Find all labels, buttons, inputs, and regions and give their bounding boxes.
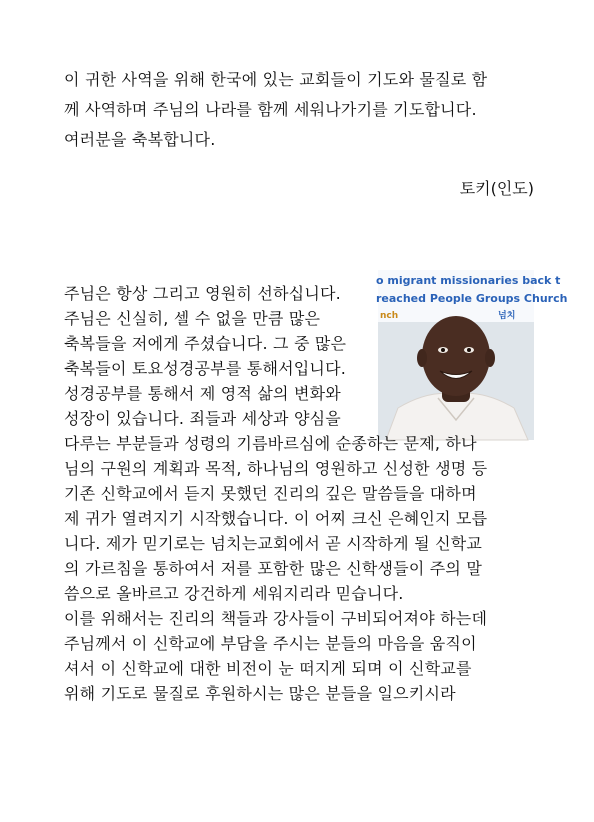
body-line-1: 주님은 항상 그리고 영원히 선하십니다. <box>64 284 341 303</box>
banner-korean: 넘치 <box>498 311 516 321</box>
banner-line-1: o migrant missionaries back t <box>376 274 561 287</box>
banner-word: nch <box>380 311 399 321</box>
body-line-2: 주님은 신실히, 셀 수 없을 만큼 많은 <box>64 309 321 328</box>
photo-illustration <box>376 270 568 440</box>
intro-line-2: 께 사역하며 주님의 나라를 함께 세워나가기를 기도합니다. <box>64 100 477 119</box>
banner-line-2: reached People Groups Church <box>376 292 568 305</box>
testimony-photo <box>376 270 568 440</box>
intro-line-3: 여러분을 축복합니다. <box>64 130 216 149</box>
body-line-16: 셔서 이 신학교에 대한 비전이 눈 떠지게 되며 이 신학교를 <box>64 659 472 678</box>
body-line-7: 다루는 부분들과 성령의 기름바르심에 순종하는 문제, 하나 <box>64 434 477 453</box>
body-line-8: 님의 구원의 계획과 목적, 하나님의 영원하고 신성한 생명 등 <box>64 459 488 478</box>
body-line-11: 니다. 제가 믿기로는 넘치는교회에서 곧 시작하게 될 신학교 <box>64 534 483 553</box>
body-line-13: 씀으로 올바르고 강건하게 세워지리라 믿습니다. <box>64 584 404 603</box>
signature: 토키(인도) <box>459 179 534 198</box>
body-line-17: 위해 기도로 물질로 후원하시는 많은 분들을 일으키시라 <box>64 684 456 703</box>
body-line-9: 기존 신학교에서 듣지 못했던 진리의 깊은 말씀들을 대하며 <box>64 484 477 503</box>
intro-line-1: 이 귀한 사역을 위해 한국에 있는 교회들이 기도와 물질로 함 <box>64 70 488 89</box>
body-line-6: 성장이 있습니다. 죄들과 세상과 양심을 <box>64 409 341 428</box>
body-line-14: 이를 위해서는 진리의 책들과 강사들이 구비되어져야 하는데 <box>64 609 488 628</box>
body-line-10: 제 귀가 열려지기 시작했습니다. 이 어찌 크신 은혜인지 모릅 <box>64 509 488 528</box>
body-line-3: 축복들을 저에게 주셨습니다. 그 중 많은 <box>64 334 347 353</box>
body-line-5: 성경공부를 통해서 제 영적 삶의 변화와 <box>64 384 341 403</box>
body-line-4: 축복들이 토요성경공부를 통해서입니다. <box>64 359 347 378</box>
body-line-12: 의 가르침을 통하여서 저를 포함한 많은 신학생들이 주의 말 <box>64 559 483 578</box>
body-line-15: 주님께서 이 신학교에 부담을 주시는 분들의 마음을 움직이 <box>64 634 477 653</box>
